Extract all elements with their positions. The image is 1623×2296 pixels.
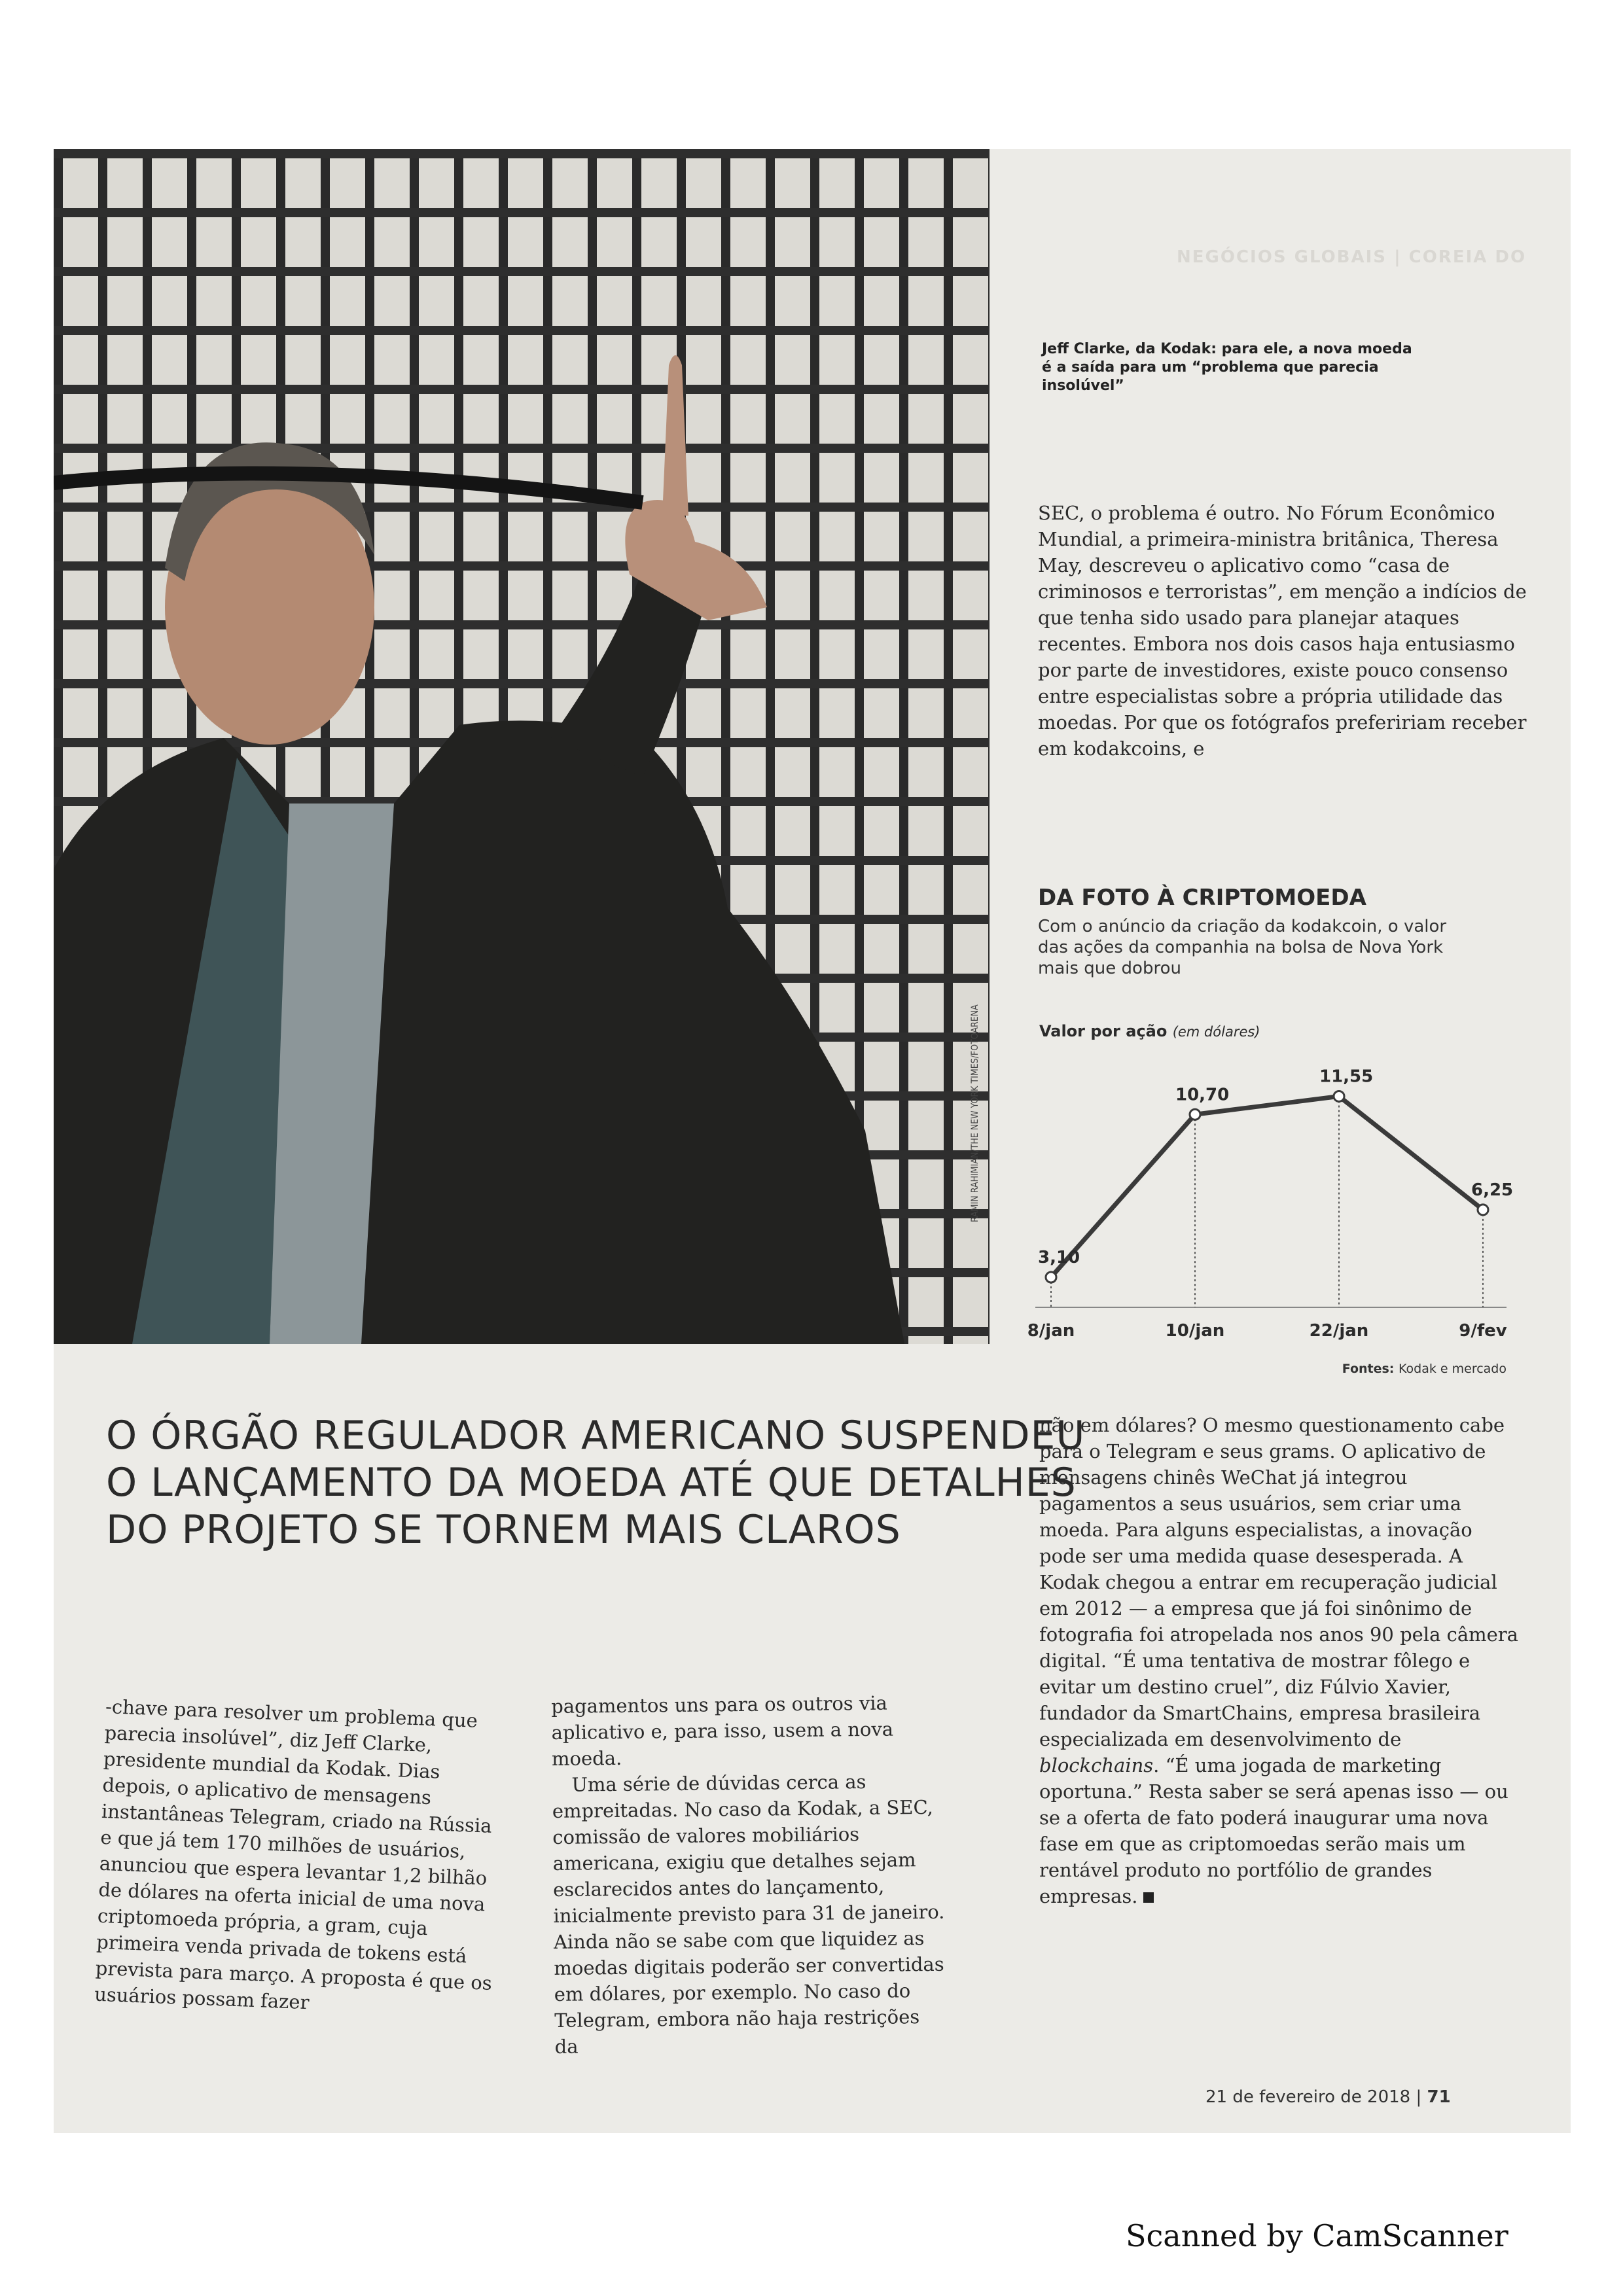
page-footer bbox=[1205, 2087, 1451, 2107]
data-label: 6,25 bbox=[1471, 1180, 1514, 1200]
pull-quote-headline: O ÓRGÃO REGULADOR AMERICANO SUSPENDEU O LANÇAMENTO DA MOEDA ATÉ QUE DETALHES DO PROJETO SE TORNEM MAIS CLAROS bbox=[106, 1413, 1086, 1553]
article-text-right bbox=[1039, 1412, 1524, 1909]
text-run: não em dólares? O mesmo questionamento cabe para o Telegram e seus grams. O aplicativo de mensagens chinês WeChat já integrou pagamentos a seus usuários, sem criar uma moeda. Para alguns especialistas, a inovação pode ser uma medida quase desesperada. A Kodak chegou a entrar em recuperação judicial em 2012 — a empresa que já foi sinônimo de fotografia foi atropelada nos anos 90 pela câmera digital. “É uma tentativa de mostrar fôlego e evitar um destino cruel”, diz Fúlvio Xavier, fundador da SmartChains, empresa brasileira especializada em desenvolvimento de bbox=[1039, 1414, 1518, 1750]
series-line bbox=[1051, 1096, 1483, 1277]
article-text-top bbox=[1038, 500, 1535, 762]
portrait-photo bbox=[54, 149, 990, 1344]
text-run: . “É uma jogada de marketing oportuna.” Resta saber se será apenas isso — ou se a oferta de fato poderá inaugurar uma nova fase em que as criptomoedas serão mais um rentável produto no portfólio de grandes empresas. bbox=[1039, 1754, 1508, 1907]
x-tick-label: 9/fev bbox=[1459, 1321, 1507, 1341]
article-text-left bbox=[94, 1693, 512, 2022]
x-tick-label: 10/jan bbox=[1165, 1321, 1225, 1341]
chart-ylabel-unit: (em dólares) bbox=[1172, 1024, 1260, 1040]
person-illustration bbox=[54, 149, 990, 1344]
scanner-watermark: Scanned by CamScanner bbox=[1126, 2218, 1508, 2253]
data-label: 3,10 bbox=[1038, 1248, 1080, 1267]
chart-subtitle: Com o anúncio da criação da kodakcoin, o valor das ações da companhia na bolsa de Nova York mais que dobrou bbox=[1038, 917, 1447, 978]
photo-caption: Jeff Clarke, da Kodak: para ele, a nova moeda é a saída para um “problema que parecia insolúvel” bbox=[1042, 341, 1412, 394]
x-tick-label: 8/jan bbox=[1027, 1321, 1075, 1341]
data-point bbox=[1046, 1272, 1056, 1282]
x-tick-label: 22/jan bbox=[1309, 1321, 1369, 1341]
paragraph: -chave para resolver um problema que parecia insolúvel”, diz Jeff Clarke, presidente mundial da Kodak. Dias depois, o aplicativo de mensagens instantâneas Telegram, criado na Rússia e que já tem 170 milhões de usuários, anunciou que espera levantar 1,2 bilhão de dólares na oferta inicial de uma nova criptomoeda própria, a gram, cuja primeira venda privada de tokens está prevista para março. A proposta é que os usuários possam fazer bbox=[94, 1695, 493, 2014]
paragraph: pagamentos uns para os outros via aplicativo e, para isso, usem a nova moeda. bbox=[551, 1691, 894, 1770]
issue-date: 21 de fevereiro de 2018 | bbox=[1205, 2087, 1427, 2107]
italic-term: blockchains bbox=[1039, 1754, 1154, 1776]
stock-price-chart bbox=[1022, 1013, 1546, 1405]
article-text-middle bbox=[551, 1689, 948, 2060]
paragraph: Uma série de dúvidas cerca as empreitadas. No caso da Kodak, a SEC, comissão de valores mobiliários americana, exigiu que detalhes sejam esclarecidos antes do lançamento, inicialmente previsto para 31 de janeiro. Ainda não se sabe com que liquidez as moedas digitais poderão ser convertidas em dólares, por exemplo. No caso do Telegram, embora não haja restrições da bbox=[552, 1770, 945, 2058]
page-number: 71 bbox=[1427, 2087, 1451, 2107]
data-point bbox=[1478, 1205, 1488, 1215]
chart-title: DA FOTO À CRIPTOMOEDA bbox=[1038, 885, 1366, 911]
chart-source-value: Kodak e mercado bbox=[1399, 1362, 1507, 1376]
data-label: 11,55 bbox=[1319, 1067, 1374, 1087]
paragraph bbox=[1039, 1412, 1524, 1909]
chart-source-label: Fontes: bbox=[1342, 1362, 1399, 1376]
chart-source bbox=[1342, 1362, 1507, 1376]
data-point bbox=[1190, 1109, 1200, 1120]
chart-ylabel: Valor por ação (em dólares) bbox=[1039, 1022, 1260, 1040]
paragraph: SEC, o problema é outro. No Fórum Econômico Mundial, a primeira-ministra britânica, Theresa May, descreveu o aplicativo como “casa de criminosos e terroristas”, em menção a indícios de que tenha sido usado para planejar ataques recentes. Embora nos dois casos haja entusiasmo por parte de investidores, existe pouco consenso entre especialistas sobre a própria utilidade das moedas. Por que os fotógrafos prefeririam receber em kodakcoins, e bbox=[1038, 502, 1527, 760]
section-label: NEGÓCIOS GLOBAIS | COREIA DO bbox=[1177, 247, 1527, 267]
magazine-page bbox=[54, 149, 1571, 2133]
end-mark-icon bbox=[1143, 1892, 1154, 1903]
data-label: 10,70 bbox=[1175, 1085, 1230, 1105]
data-point bbox=[1334, 1091, 1344, 1101]
